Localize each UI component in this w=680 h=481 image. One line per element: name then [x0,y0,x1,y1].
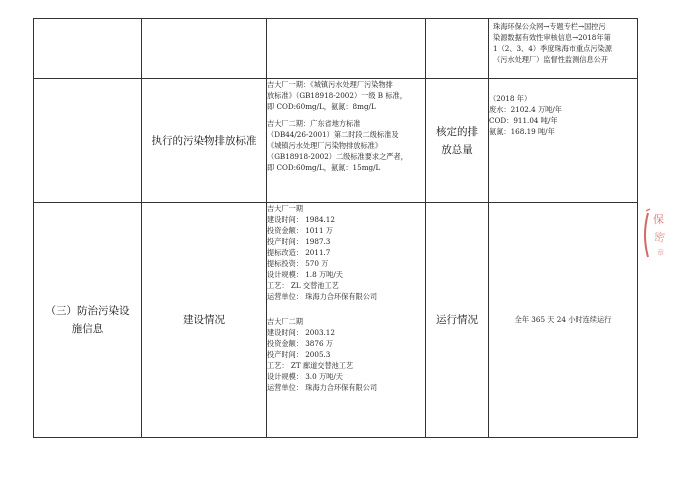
svg-text:章: 章 [657,249,664,257]
build-label: 建设情况 [142,203,267,438]
info-line: （污水处理厂）监督性监测信息公开 [493,55,609,64]
plant1-standard: 吉大厂一期：《城镇污水处理厂污染物排 放标准》（GB18918-2002）一级 B 标准， 即 COD:60mg/L，氨氮：8mg/L [267,80,407,111]
standard-empty-cell [34,79,142,203]
info-source-cell [489,19,638,79]
section-title-line: （三）防治污染设 [45,305,130,317]
standard-text-cell [267,79,426,203]
standard-row [34,79,638,203]
svg-text:密: 密 [652,230,666,245]
run-value: 全年 365 天 24 小时连续运行 [489,203,638,438]
total-value-cell [489,79,638,203]
total-year: （2018 年） [489,94,532,103]
top-empty-cell-4 [426,19,489,79]
section-title-cell [34,203,142,438]
facility-row [34,203,638,438]
info-table [33,18,638,438]
plant2-build: 吉大厂二期 建设时间： 2003.12 投资金额： 3876 万 投产时间： 2005.3 工艺： ZT 廊道交替池工艺 设计规模： 3.0 万吨/天 运营单位： 珠海力合环保有限公司 [267,317,378,392]
info-line: 珠海环保公众网→专题专栏→国控污 [493,22,606,31]
top-empty-cell-1 [34,19,142,79]
total-cod: COD：911.04 吨/年 [489,116,558,125]
run-label: 运行情况 [426,203,489,438]
top-empty-cell-2 [142,19,267,79]
top-row [34,19,638,79]
standard-label: 执行的污染物排放标准 [142,79,267,203]
svg-text:保: 保 [653,213,664,226]
total-ammonia: 氨氮：168.19 吨/年 [489,127,555,136]
total-label-cell [426,79,489,203]
build-detail-cell [267,203,426,438]
plant1-build: 吉大厂一期 建设时间： 1984.12 投资金额： 1011 万 投产时间： 1987.3 提标改造： 2011.7 提标投资： 570 万 设计规模： 1.8 万吨/天 工艺： ZL 交替池工艺 运营单位： 珠海力合环保有限公司 [267,204,378,301]
seal-stamp-icon [640,205,680,265]
info-line: 1（2、3、4）季度珠海市重点污染源 [493,44,612,53]
plant2-standard: 吉大厂二期：广东省地方标准 （DB44/26-2001）第二时段二级标准及 《城镇污水处理厂污染物排放标准》 （GB18918-2002）二级标准要求之严者， 即 COD:60mg/L，氨氮：15mg/L [267,119,408,172]
top-empty-cell-3 [267,19,426,79]
info-line: 染源数据有效性审核信息→2018年第 [493,33,611,42]
total-wastewater: 废水：2102.4 万吨/年 [489,105,562,114]
total-label-line: 核定的排 [436,125,478,138]
section-title-line: 施信息 [71,323,104,335]
total-label-line: 放总量 [441,143,473,156]
